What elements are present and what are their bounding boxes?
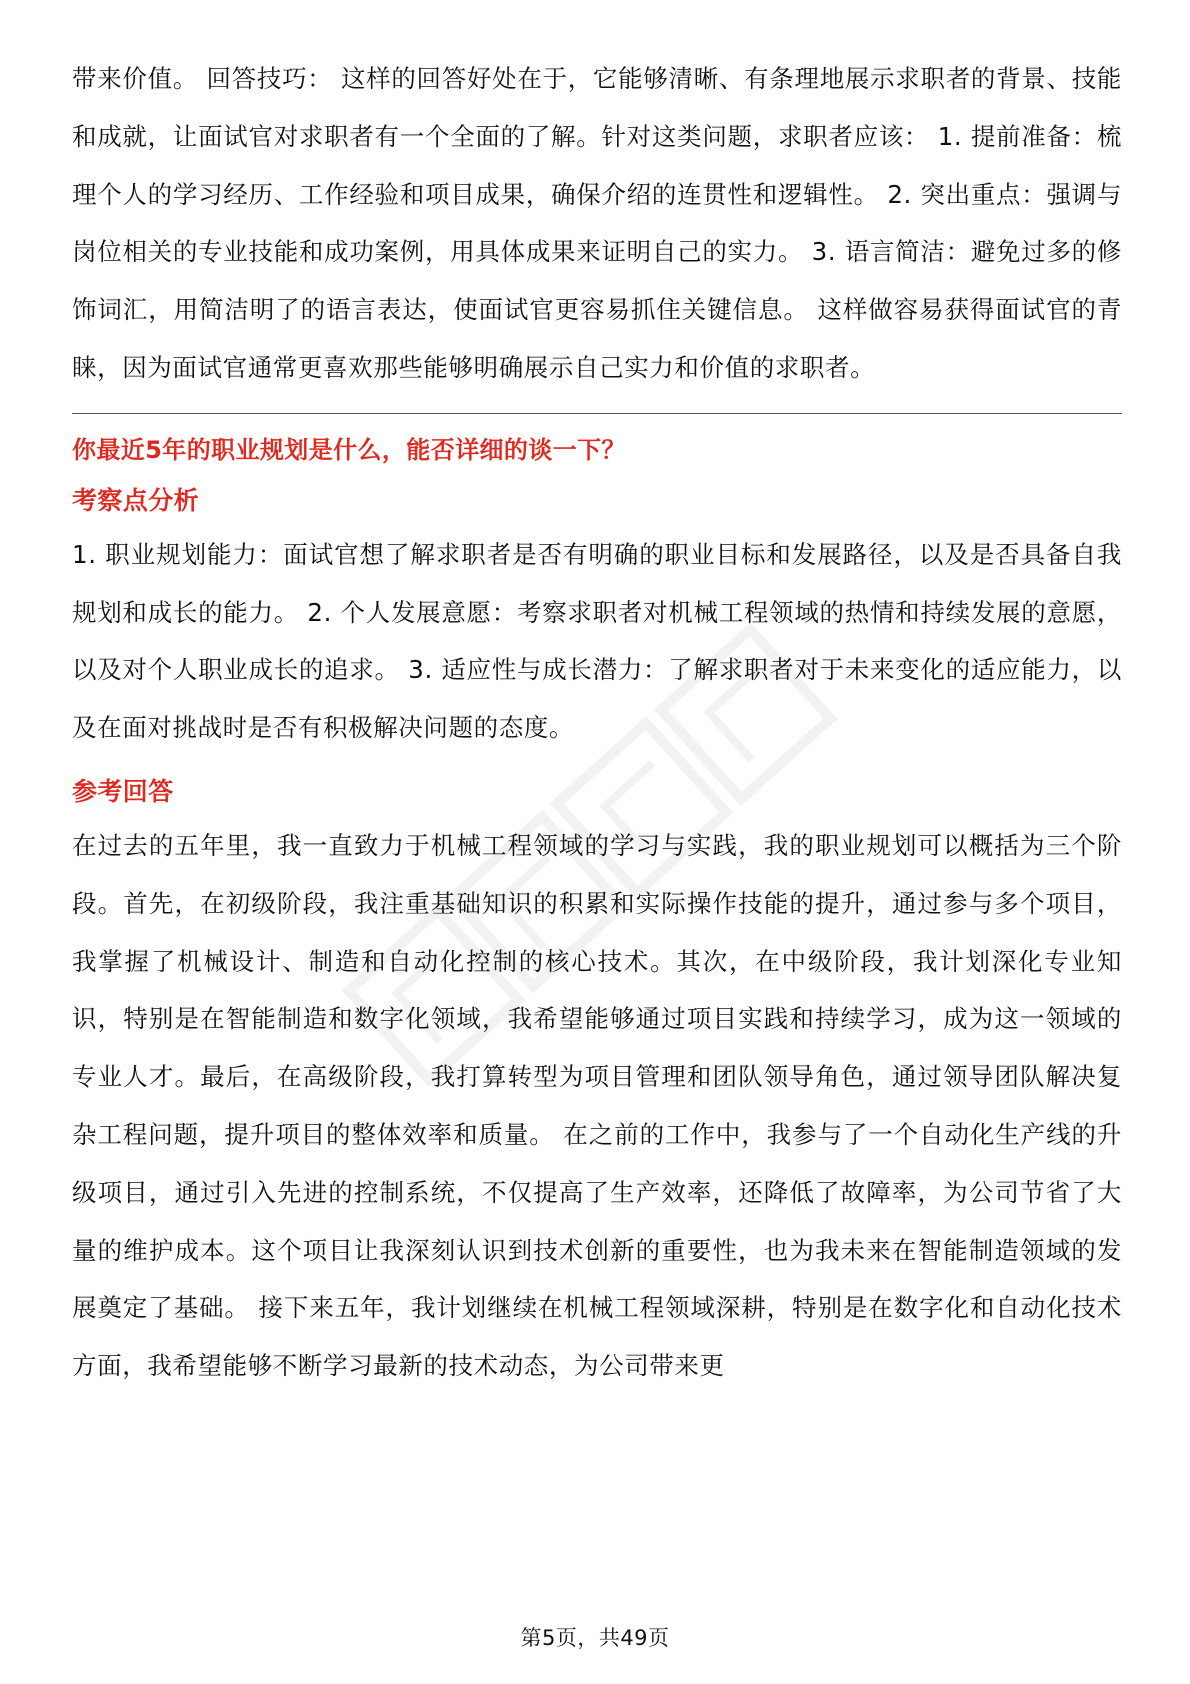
intro-paragraph: 带来价值。 回答技巧： 这样的回答好处在于，它能够清晰、有条理地展示求职者的背景、技能和成就，让面试官对求职者有一个全面的了解。针对这类问题，求职者应该： 1. 提前准备：梳理个人的学习经历、工作经验和项目成果，确保介绍的连贯性和逻辑性。 2. 突出重点：强调与岗位相关的专业技能和成功案例，用具体成果来证明自己的实力。 3. 语言简洁：避免过多的修饰词汇，用简洁明了的语言表达，使面试官更容易抓住关键信息。 这样做容易获得面试官的青睐，因为面试官通常更喜欢那些能够明确展示自己实力和价值的求职者。 (72, 64, 1122, 382)
page-content (72, 50, 1122, 1395)
section-divider (72, 413, 1122, 414)
spacer (72, 757, 1122, 767)
reference-heading: 参考回答 (72, 776, 174, 806)
page-number: 第5页，共49页 (520, 1626, 670, 1650)
analysis-body: 1. 职业规划能力：面试官想了解求职者是否有明确的职业目标和发展路径，以及是否具备自我规划和成长的能力。 2. 个人发展意愿：考察求职者对机械工程领域的热情和持续发展的意愿，以及对个人职业成长的追求。 3. 适应性与成长潜力：了解求职者对于未来变化的适应能力，以及在面对挑战时是否有积极解决问题的态度。 (72, 539, 1122, 743)
reference-body: 在过去的五年里，我一直致力于机械工程领域的学习与实践，我的职业规划可以概括为三个阶段。首先，在初级阶段，我注重基础知识的积累和实际操作技能的提升，通过参与多个项目，我掌握了机械设计、制造和自动化控制的核心技术。其次，在中级阶段，我计划深化专业知识，特别是在智能制造和数字化领域，我希望能够通过项目实践和持续学习，成为这一领域的专业人才。最后，在高级阶段，我打算转型为项目管理和团队领导角色，通过领导团队解决复杂工程问题，提升项目的整体效率和质量。 在之前的工作中，我参与了一个自动化生产线的升级项目，通过引入先进的控制系统，不仅提高了生产效率，还降低了故障率，为公司节省了大量的维护成本。这个项目让我深刻认识到技术创新的重要性，也为我未来在智能制造领域的发展奠定了基础。 接下来五年，我计划继续在机械工程领域深耕，特别是在数字化和自动化技术方面，我希望能够不断学习最新的技术动态，为公司带来更 (72, 830, 1122, 1381)
interview-question: 你最近5年的职业规划是什么，能否详细的谈一下？ (72, 435, 626, 464)
analysis-heading: 考察点分析 (72, 485, 200, 515)
